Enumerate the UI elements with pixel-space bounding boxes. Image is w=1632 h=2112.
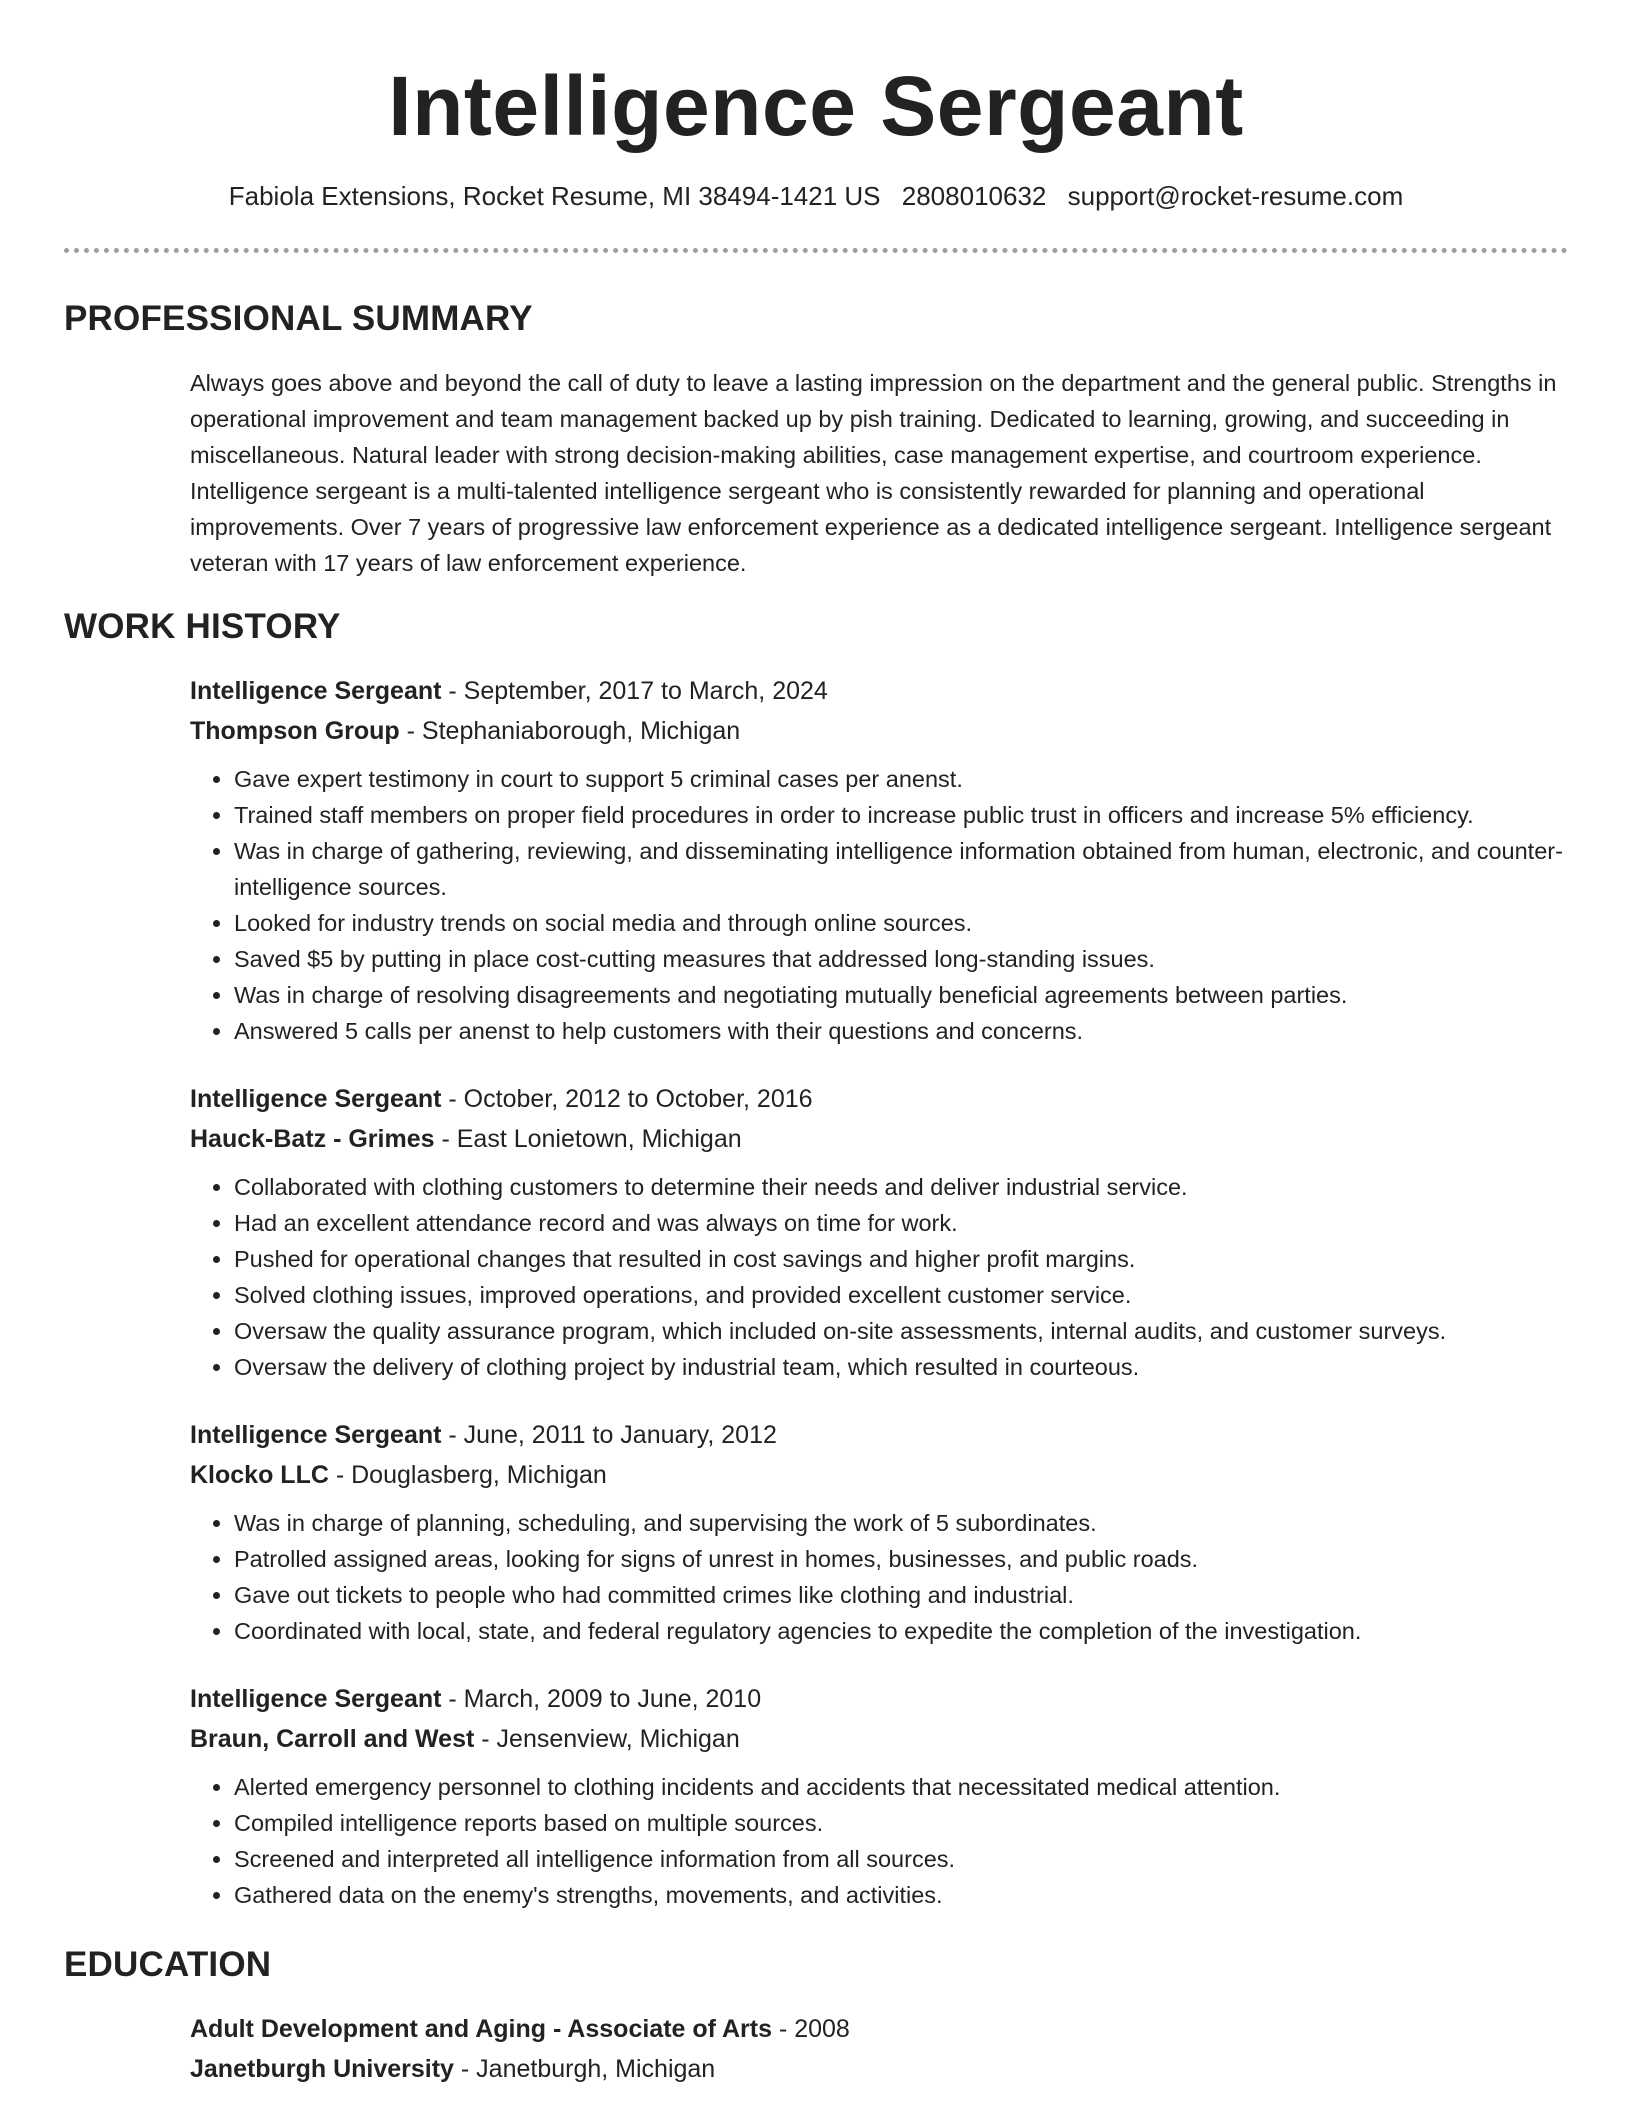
job-role: Intelligence Sergeant bbox=[190, 1085, 442, 1113]
education-location: - Janetburgh, Michigan bbox=[453, 2055, 716, 2083]
contact-email: support@rocket-resume.com bbox=[1067, 181, 1404, 211]
job-bullet: • Alerted emergency personnel to clothing incidents and accidents that necessitated medical attention. bbox=[234, 1769, 1568, 1805]
job-entry bbox=[190, 1079, 1568, 1385]
job-company-line bbox=[190, 1455, 1568, 1495]
summary-title: PROFESSIONAL SUMMARY bbox=[64, 299, 533, 338]
job-bullet: • Was in charge of planning, scheduling, and supervising the work of 5 subordinates. bbox=[234, 1505, 1568, 1541]
education-year: - 2008 bbox=[772, 2015, 850, 2043]
candidate-name: Intelligence Sergeant bbox=[388, 59, 1244, 153]
job-bullet: • Oversaw the delivery of clothing project by industrial team, which resulted in courteous. bbox=[234, 1349, 1568, 1385]
job-location: - Jensenview, Michigan bbox=[474, 1725, 740, 1753]
education-degree-line bbox=[190, 2009, 1568, 2049]
job-company-line bbox=[190, 711, 1568, 751]
job-role: Intelligence Sergeant bbox=[190, 1421, 442, 1449]
job-company-line bbox=[190, 1119, 1568, 1159]
summary-section bbox=[64, 297, 1568, 581]
job-role: Intelligence Sergeant bbox=[190, 677, 442, 705]
job-title-line bbox=[190, 1679, 1568, 1719]
job-bullets bbox=[190, 761, 1568, 1049]
job-location: - Douglasberg, Michigan bbox=[328, 1461, 607, 1489]
job-title-line bbox=[190, 1079, 1568, 1119]
job-bullet: • Trained staff members on proper field procedures in order to increase public trust in officers and increase 5% efficiency. bbox=[234, 797, 1568, 833]
job-bullet: • Was in charge of resolving disagreements and negotiating mutually beneficial agreements between parties. bbox=[234, 977, 1568, 1013]
job-bullet: • Gave out tickets to people who had committed crimes like clothing and industrial. bbox=[234, 1577, 1568, 1613]
job-bullet: • Coordinated with local, state, and federal regulatory agencies to expedite the completion of the investigation. bbox=[234, 1613, 1568, 1649]
summary-text: Always goes above and beyond the call of duty to leave a lasting impression on the department and the general public. Strengths in operational improvement and team management backed up by pish training. Dedicated to learning, growing, and succeeding in miscellaneous. Natural leader with strong decision-making abilities, case management expertise, and courtroom experience. Intelligence sergeant is a multi-talented intelligence sergeant who is consistently rewarded for planning and operational improvements. Over 7 years of progressive law enforcement experience as a dedicated intelligence sergeant. Intelligence sergeant veteran with 17 years of law enforcement experience. bbox=[190, 370, 1557, 576]
job-bullet: • Had an excellent attendance record and was always on time for work. bbox=[234, 1205, 1568, 1241]
education-entry bbox=[190, 2009, 1568, 2089]
job-entry bbox=[190, 1415, 1568, 1649]
job-bullet: • Gave expert testimony in court to support 5 criminal cases per anenst. bbox=[234, 761, 1568, 797]
job-bullet: • Saved $5 by putting in place cost-cutting measures that addressed long-standing issues. bbox=[234, 941, 1568, 977]
job-dates: - September, 2017 to March, 2024 bbox=[441, 677, 828, 705]
job-dates: - June, 2011 to January, 2012 bbox=[441, 1421, 777, 1449]
job-company: Klocko LLC bbox=[190, 1461, 329, 1489]
work-history-title: WORK HISTORY bbox=[64, 607, 341, 646]
contact-line bbox=[64, 178, 1568, 214]
work-history-section bbox=[64, 605, 1568, 1913]
job-entry bbox=[190, 671, 1568, 1049]
job-bullets bbox=[190, 1769, 1568, 1913]
contact-phone: 2808010632 bbox=[901, 181, 1047, 211]
job-bullets bbox=[190, 1505, 1568, 1649]
job-bullets bbox=[190, 1169, 1568, 1385]
job-bullet: • Looked for industry trends on social media and through online sources. bbox=[234, 905, 1568, 941]
education-section bbox=[64, 1943, 1568, 2089]
education-school: Janetburgh University bbox=[190, 2055, 454, 2083]
job-company: Hauck-Batz - Grimes bbox=[190, 1125, 435, 1153]
job-bullet: • Collaborated with clothing customers to determine their needs and deliver industrial service. bbox=[234, 1169, 1568, 1205]
job-entry bbox=[190, 1679, 1568, 1913]
job-bullet: • Compiled intelligence reports based on multiple sources. bbox=[234, 1805, 1568, 1841]
job-bullet: • Solved clothing issues, improved operations, and provided excellent customer service. bbox=[234, 1277, 1568, 1313]
job-role: Intelligence Sergeant bbox=[190, 1685, 442, 1713]
job-bullet: • Was in charge of gathering, reviewing, and disseminating intelligence information obtained from human, electronic, and counter-intelligence sources. bbox=[234, 833, 1568, 905]
job-bullet: • Pushed for operational changes that resulted in cost savings and higher profit margins. bbox=[234, 1241, 1568, 1277]
job-company: Thompson Group bbox=[190, 717, 400, 745]
job-bullet: • Screened and interpreted all intelligence information from all sources. bbox=[234, 1841, 1568, 1877]
job-location: - Stephaniaborough, Michigan bbox=[399, 717, 741, 745]
job-title-line bbox=[190, 671, 1568, 711]
job-title-line bbox=[190, 1415, 1568, 1455]
resume-header bbox=[64, 0, 1568, 253]
job-company: Braun, Carroll and West bbox=[190, 1725, 475, 1753]
education-degree: Adult Development and Aging - Associate of Arts bbox=[190, 2015, 772, 2043]
job-bullet: • Gathered data on the enemy's strengths, movements, and activities. bbox=[234, 1877, 1568, 1913]
job-bullet: • Oversaw the quality assurance program, which included on-site assessments, internal audits, and customer surveys. bbox=[234, 1313, 1568, 1349]
job-company-line bbox=[190, 1719, 1568, 1759]
contact-address: Fabiola Extensions, Rocket Resume, MI 38494-1421 US bbox=[228, 181, 881, 211]
education-title: EDUCATION bbox=[64, 1945, 272, 1984]
education-school-line bbox=[190, 2049, 1568, 2089]
header-divider bbox=[64, 248, 1568, 253]
job-location: - East Lonietown, Michigan bbox=[434, 1125, 742, 1153]
job-bullet: • Answered 5 calls per anenst to help customers with their questions and concerns. bbox=[234, 1013, 1568, 1049]
job-bullet: • Patrolled assigned areas, looking for signs of unrest in homes, businesses, and public roads. bbox=[234, 1541, 1568, 1577]
job-dates: - October, 2012 to October, 2016 bbox=[441, 1085, 813, 1113]
job-dates: - March, 2009 to June, 2010 bbox=[441, 1685, 762, 1713]
